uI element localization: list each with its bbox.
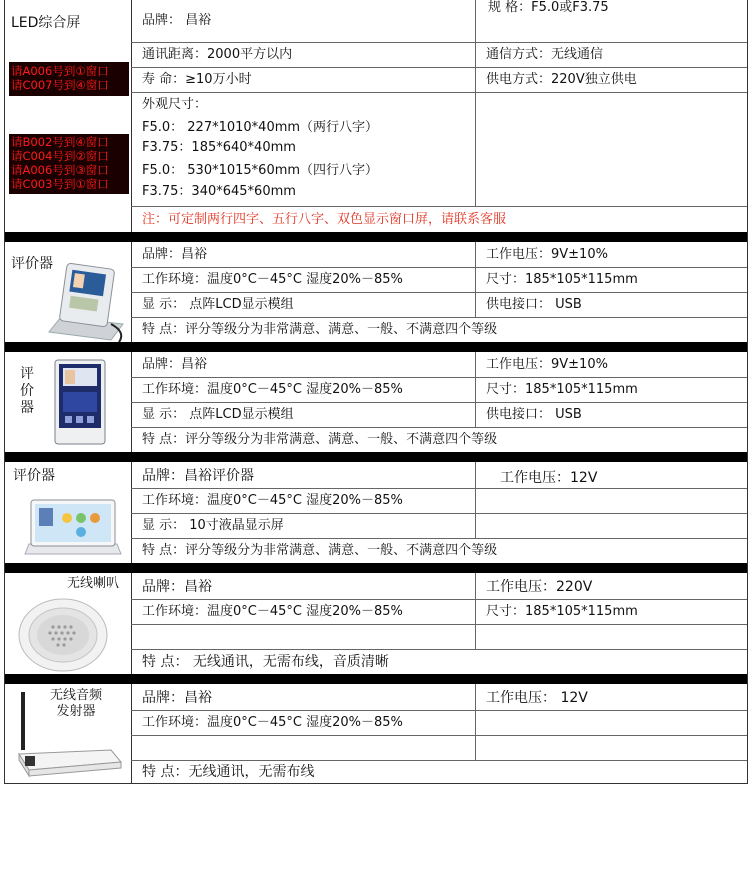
led-row: 请C004号到②窗口 [9,150,129,163]
speaker-label: 无线喇叭 [67,576,120,591]
speaker-image-column [5,573,132,674]
evaluator-3-image-column [5,462,132,563]
led-size-4: F3.75：340*645*60mm [142,184,296,199]
evaluator-2-label: 评价 器 [20,366,34,416]
evaluator-1-section [5,242,747,342]
speaker-brand: 品牌：昌裕 [142,579,212,595]
evaluator-1-env: 工作环境：温度0°C－45°C 湿度20%－85% [142,272,403,287]
led-life: 寿 命：≥10万小时 [142,72,252,87]
spec-sheet [4,0,748,784]
led-spec: 规 格：F5.0或F3.75 [488,0,609,15]
led-section [5,0,747,232]
transmitter-voltage: 工作电压： 12V [486,690,588,706]
led-comm: 通信方式：无线通信 [486,47,604,62]
transmitter-env: 工作环境：温度0°C－45°C 湿度20%－85% [142,715,403,730]
transmitter-feature: 特 点：无线通讯，无需布线 [142,764,315,780]
led-row: 请A006号到①窗口 [9,65,129,78]
evaluator-1-size: 尺寸：185*105*115mm [486,272,638,287]
evaluator-3-section [5,462,747,563]
speaker-image [13,587,113,673]
evaluator-keypad-image [53,358,107,446]
evaluator-1-label: 评价器 [11,256,53,272]
section-divider [5,232,747,242]
evaluator-2-image-column [5,352,132,452]
section-divider [5,452,747,462]
section-divider [5,563,747,573]
led-screen-small [9,62,129,96]
led-label: LED综合屏 [11,15,81,31]
section-divider [5,342,747,352]
evaluator-3-env: 工作环境：温度0°C－45°C 湿度20%－85% [142,493,403,508]
led-power: 供电方式：220V独立供电 [486,72,637,87]
evaluator-2-display: 显 示： 点阵LCD显示模组 [142,407,294,422]
transmitter-label: 无线音频 发射器 [49,688,102,719]
evaluator-2-voltage: 工作电压：9V±10% [486,357,608,372]
evaluator-3-voltage: 工作电压：12V [500,470,598,486]
led-image-column [5,0,132,232]
evaluator-1-feature: 特 点：评分等级分为非常满意、满意、一般、不满意四个等级 [142,322,498,337]
transmitter-section [5,684,747,783]
evaluator-tablet-image [21,496,125,560]
evaluator-3-display: 显 示： 10寸液晶显示屏 [142,518,284,533]
evaluator-3-label: 评价器 [13,468,55,484]
led-size-1: F5.0： 227*1010*40mm（两行八字） [142,120,379,135]
led-row: 请A006号到③窗口 [9,164,129,177]
speaker-env: 工作环境：温度0°C－45°C 湿度20%－85% [142,604,403,619]
evaluator-3-brand: 品牌：昌裕评价器 [142,468,254,484]
evaluator-2-section [5,352,747,452]
evaluator-1-image-column [5,242,132,342]
led-row: 请C003号到①窗口 [9,178,129,191]
evaluator-1-display: 显 示： 点阵LCD显示模组 [142,297,294,312]
led-row: 请B002号到④窗口 [9,136,129,149]
transmitter-image [13,690,125,780]
led-row: 请C007号到④窗口 [9,79,129,92]
evaluator-2-size: 尺寸：185*105*115mm [486,382,638,397]
evaluator-2-brand: 品牌：昌裕 [142,357,208,372]
transmitter-brand: 品牌：昌裕 [142,690,212,706]
speaker-voltage: 工作电压：220V [486,579,593,595]
led-distance: 通讯距离：2000平方以内 [142,47,293,62]
led-brand: 品牌： 昌裕 [142,13,212,28]
speaker-section [5,573,747,674]
led-size-3: F5.0： 530*1015*60mm（四行八字） [142,163,379,178]
section-divider [5,674,747,684]
speaker-size: 尺寸：185*105*115mm [486,604,638,619]
evaluator-2-feature: 特 点：评分等级分为非常满意、满意、一般、不满意四个等级 [142,432,498,447]
evaluator-1-voltage: 工作电压：9V±10% [486,247,608,262]
led-size-title: 外观尺寸： [142,97,208,112]
led-screen-large [9,134,129,194]
evaluator-1-port: 供电接口： USB [486,297,582,312]
evaluator-2-port: 供电接口： USB [486,407,582,422]
speaker-feature: 特 点： 无线通讯，无需布线，音质清晰 [142,654,389,670]
led-size-2: F3.75：185*640*40mm [142,140,296,155]
transmitter-image-column [5,684,132,783]
evaluator-lcd-image [41,262,127,342]
evaluator-2-env: 工作环境：温度0°C－45°C 湿度20%－85% [142,382,403,397]
led-note: 注：可定制两行四字、五行八字、双色显示窗口屏，请联系客服 [142,211,507,227]
evaluator-1-brand: 品牌：昌裕 [142,247,208,262]
evaluator-3-feature: 特 点：评分等级分为非常满意、满意、一般、不满意四个等级 [142,543,498,558]
